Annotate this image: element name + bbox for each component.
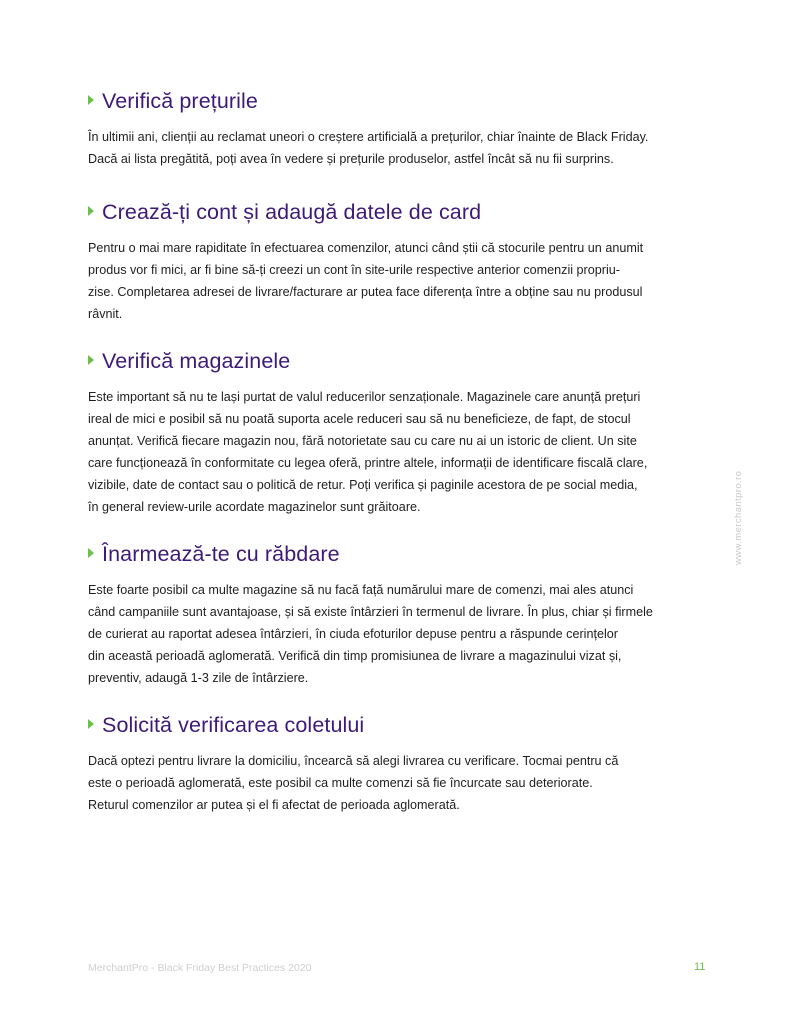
paragraph-line: în general review-urile acordate magazinelor sunt grăitoare. [88,500,421,514]
section-creaza-cont [88,197,708,325]
paragraph-line: Dacă ai lista pregătită, poți avea în vedere și prețurile produselor, astfel încât să nu fii surprins. [88,152,614,166]
footer-page-number: 11 [694,961,706,973]
section-heading [88,346,708,376]
chevron-right-icon [88,95,94,105]
paragraph-line: de curierat au raportat adesea întârzieri, în ciuda efoturilor depuse pentru a răspunde cerințelor [88,627,618,641]
paragraph-line: râvnit. [88,307,123,321]
section-inarmeaza-te [88,539,708,689]
paragraph-line: ireal de mici e posibil să nu poată suporta acele reduceri sau să nu beneficieze, de fapt, de stocul [88,412,631,426]
footer-document-title: MerchantPro - Black Friday Best Practices 2020 [88,962,312,974]
paragraph-line: În ultimii ani, clienții au reclamat uneori o creștere artificială a prețurilor, chiar înainte de Black Friday. [88,130,649,144]
paragraph-line: vizibile, date de contact sau o politică de retur. Poți verifica și paginile acestora de pe social media, [88,478,638,492]
paragraph-line: Este foarte posibil ca multe magazine să nu facă față numărului mare de comenzi, mai ales atunci [88,583,634,597]
paragraph-line: anunțat. Verifică fiecare magazin nou, fără notorietate sau cu care nu ai un istoric de client. Un site [88,434,637,448]
section-title: Verifică magazinele [102,348,291,373]
chevron-right-icon [88,719,94,729]
paragraph-line: este o perioadă aglomerată, este posibil ca multe comenzi să fie încurcate sau deteriorate. [88,776,593,790]
section-title: Solicită verificarea coletului [102,712,365,737]
paragraph-line: care funcționează în conformitate cu legea oferă, printre altele, informații de identificare fiscală clare, [88,456,648,470]
section-paragraph [88,750,708,816]
paragraph-line: când campaniile sunt avantajoase, și să existe întârzieri în termenul de livrare. În plus, chiar și firmele [88,605,653,619]
side-website-url: www.merchantpro.ro [733,470,744,565]
section-title: Crează-ți cont și adaugă datele de card [102,199,482,224]
section-paragraph [88,237,708,325]
paragraph-line: preventiv, adaugă 1-3 zile de întârziere. [88,671,309,685]
section-paragraph [88,126,708,170]
paragraph-line: Returul comenzilor ar putea și el fi afectat de perioada aglomerată. [88,798,460,812]
chevron-right-icon [88,355,94,365]
section-heading [88,539,708,569]
paragraph-line: Pentru o mai mare rapiditate în efectuarea comenzilor, atunci când știi că stocurile pentru un anumit [88,241,644,255]
chevron-right-icon [88,206,94,216]
section-heading [88,197,708,227]
section-solicita-verificarea [88,710,708,816]
chevron-right-icon [88,548,94,558]
section-paragraph [88,386,708,518]
section-heading [88,86,708,116]
section-paragraph [88,579,708,689]
paragraph-line: Este important să nu te lași purtat de valul reducerilor senzaționale. Magazinele care anunță prețuri [88,390,641,404]
section-verifica-preturile [88,86,708,170]
paragraph-line: produs vor fi mici, ar fi bine să-ți creezi un cont în site-urile respective anterior comenzii propriu- [88,263,620,277]
section-title: Verifică prețurile [102,88,258,113]
paragraph-line: zise. Completarea adresei de livrare/facturare ar putea face diferența între a obține sau nu produsul [88,285,643,299]
paragraph-line: din această perioadă aglomerată. Verifică din timp promisiunea de livrare a magazinului vizat și, [88,649,622,663]
section-verifica-magazinele [88,346,708,518]
section-title: Înarmează-te cu răbdare [102,541,340,566]
paragraph-line: Dacă optezi pentru livrare la domiciliu, încearcă să alegi livrarea cu verificare. Tocmai pentru că [88,754,619,768]
section-heading [88,710,708,740]
